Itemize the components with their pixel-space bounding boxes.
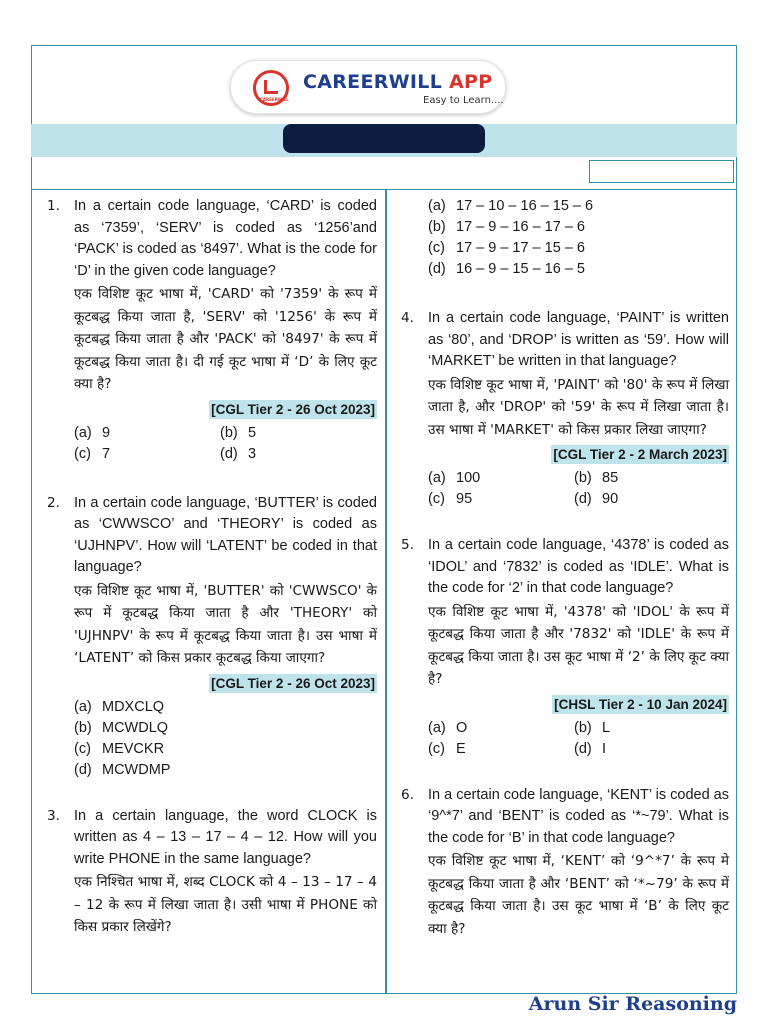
question-text-hindi: एक विशिष्ट कूट भाषा में, '4378' को 'IDOL' के रूप में कूटबद्ध किया जाता है और '7832' को 'IDLE' के रूप में कूटबद्ध किया जाता है। उस कूट भाषा में ‘2’ के लिए कूट क्या है? xyxy=(428,603,729,687)
brand-title xyxy=(303,71,493,93)
option-label: (c) xyxy=(428,491,445,507)
option-text: 3 xyxy=(248,445,257,462)
question-6 xyxy=(391,785,729,941)
brand-suffix: APP xyxy=(449,71,493,93)
option-c[interactable] xyxy=(428,489,574,510)
option-d[interactable] xyxy=(220,444,360,465)
question-5 xyxy=(391,535,729,760)
option-text: 7 xyxy=(102,445,111,462)
question-text-english: In a certain code language, ‘CARD’ is coded as ‘7359’, ‘SERV’ is coded as ‘1256’and ‘PACK’ is coded as ‘8497’. What is the code for ‘D’ in the given code language? xyxy=(74,198,377,279)
question-4 xyxy=(391,308,729,510)
option-label: (d) xyxy=(574,740,592,757)
option-d[interactable] xyxy=(74,760,377,781)
option-text: 95 xyxy=(456,491,473,507)
option-text: 100 xyxy=(456,470,481,486)
option-label: (d) xyxy=(220,445,238,462)
question-number: 6. xyxy=(401,786,414,803)
option-label: (b) xyxy=(220,424,238,441)
option-text: 16 – 9 – 15 – 16 – 5 xyxy=(456,261,585,277)
question-text-hindi: एक निश्चित भाषा में, शब्द CLOCK को 4 – 13 – 17 – 4 – 12 के रूप में लिखा जाता है। उसी भाषा में PHONE को किस प्रकार लिखेंगे? xyxy=(74,874,377,935)
option-text: 17 – 9 – 17 – 15 – 6 xyxy=(456,240,585,256)
question-text-hindi: एक विशिष्ट कूट भाषा में, 'CARD' को '7359' के रूप में कूटबद्ध किया जाता है, 'SERV' को '1256' के रूप में कूटबद्ध किया जाता है और 'PACK' को '8497' के रूप में कूटबद्ध किया जाता है। दी गई कूट भाषा में ‘D’ के लिए कूट क्या है? xyxy=(74,286,377,392)
option-b[interactable] xyxy=(574,468,714,489)
option-label: (d) xyxy=(574,491,592,507)
question-number: 4. xyxy=(401,310,414,326)
option-label: (d) xyxy=(74,761,92,778)
option-label: (a) xyxy=(74,698,92,715)
question-2 xyxy=(37,493,377,781)
option-b[interactable] xyxy=(428,217,729,238)
option-c[interactable] xyxy=(428,739,574,760)
option-label: (c) xyxy=(428,740,445,757)
option-b[interactable] xyxy=(220,423,360,444)
option-text: 17 – 10 – 16 – 15 – 6 xyxy=(456,198,594,214)
question-number: 2. xyxy=(47,494,60,511)
option-label: (a) xyxy=(428,719,446,736)
option-label: (c) xyxy=(74,445,91,462)
question-text-english: In a certain code language, ‘BUTTER’ is coded as ‘CWWSCO’ and ‘THEORY’ is coded as ‘UJHNPV’. How will ‘LATENT’ be coded in that language? xyxy=(74,494,377,575)
option-text: MEVCKR xyxy=(102,740,165,757)
careerwill-logo xyxy=(230,60,506,114)
header-title-tab xyxy=(283,124,485,153)
answer-options xyxy=(428,468,729,510)
option-a[interactable] xyxy=(428,196,729,217)
option-label: (a) xyxy=(74,424,92,441)
option-c[interactable] xyxy=(428,238,729,259)
option-text: MDXCLQ xyxy=(102,698,165,715)
option-d[interactable] xyxy=(428,259,729,280)
question-number: 5. xyxy=(401,537,414,553)
logo-small-text: CAREERWILL xyxy=(260,97,289,102)
answer-options xyxy=(74,697,377,781)
logo-mark-shape xyxy=(264,80,278,94)
question-source-tag: [CGL Tier 2 - 26 Oct 2023] xyxy=(211,675,375,691)
answer-options xyxy=(74,423,377,465)
option-label: (b) xyxy=(428,219,446,235)
question-source-tag: [CHSL Tier 2 - 10 Jan 2024] xyxy=(554,696,727,712)
question-text-hindi: एक विशिष्ट कूट भाषा में, 'PAINT' को '80' के रूप में लिखा जाता है, और 'DROP' को '59' के रूप में लिखा जाता है। उस भाषा में 'MARKET' को किस प्रकार लिखा जाएगा? xyxy=(428,376,730,438)
question-3-options xyxy=(391,196,729,280)
question-number: 3. xyxy=(47,807,60,824)
option-text: 85 xyxy=(602,470,619,486)
question-text-english: In a certain code language, ‘KENT’ is coded as ‘9^*7’ and ‘BENT’ is coded as ‘*~79’. What is the code for ‘B’ in that code language? xyxy=(428,786,729,846)
brand-main: CAREERWILL xyxy=(303,71,443,93)
option-b[interactable] xyxy=(574,718,714,739)
option-text: O xyxy=(456,719,468,736)
option-label: (b) xyxy=(74,719,92,736)
option-text: L xyxy=(602,719,611,736)
option-d[interactable] xyxy=(574,739,714,760)
option-text: 5 xyxy=(248,424,257,441)
option-text: E xyxy=(456,740,466,757)
column-divider xyxy=(385,190,387,994)
option-a[interactable] xyxy=(74,697,377,718)
sub-header-box xyxy=(589,160,734,183)
option-d[interactable] xyxy=(574,489,714,510)
brand-tagline: Easy to Learn.... xyxy=(423,95,504,106)
question-text-english: In a certain code language, ‘4378’ is coded as ‘IDOL’ and ‘7832’ is coded as ‘IDLE’. What is the code for ‘2’ in that code language? xyxy=(428,537,729,596)
option-text: 90 xyxy=(602,491,619,507)
answer-options xyxy=(428,196,729,280)
option-label: (c) xyxy=(74,740,91,757)
option-a[interactable] xyxy=(428,718,574,739)
option-label: (b) xyxy=(574,719,592,736)
right-column xyxy=(391,196,729,940)
question-source-tag: [CGL Tier 2 - 26 Oct 2023] xyxy=(211,401,375,417)
question-text-hindi: एक विशिष्ट कूट भाषा में, 'BUTTER' को 'CWWSCO' के रूप में कूटबद्ध किया जाता है और 'THEORY' को 'UJHNPV' के रूप में कूटबद्ध किया जाता है। उस भाषा में ‘LATENT’ को किस प्रकार कूटबद्ध किया जाएगा? xyxy=(74,582,377,666)
left-column xyxy=(37,196,377,939)
option-label: (b) xyxy=(574,470,592,486)
option-a[interactable] xyxy=(74,423,220,444)
footer-brand: Arun Sir Reasoning xyxy=(528,993,737,1015)
option-a[interactable] xyxy=(428,468,574,489)
question-text-hindi: एक विशिष्ट कूट भाषा में, ‘KENT’ को ‘9^*7’ के रूप मे कूटबद्ध किया जाता है और ‘BENT’ को ‘*~79’ के रूप में कूटबद्ध किया जाता है। उस कूट भाषा में ‘B’ के लिए कूट क्या है? xyxy=(428,853,729,937)
careerwill-logo-icon xyxy=(253,70,289,106)
question-text-english: In a certain code language, ‘PAINT’ is written as ‘80’, and ‘DROP’ is written as ‘59’. How will ‘MARKET’ be written in that language? xyxy=(428,310,729,369)
option-c[interactable] xyxy=(74,444,220,465)
option-text: 17 – 9 – 16 – 17 – 6 xyxy=(456,219,585,235)
question-number: 1. xyxy=(47,198,60,214)
option-text: I xyxy=(602,740,607,757)
question-3 xyxy=(37,806,377,939)
question-source-tag: [CGL Tier 2 - 2 March 2023] xyxy=(553,447,727,462)
answer-options xyxy=(428,718,729,760)
option-label: (d) xyxy=(428,261,446,277)
option-text: MCWDMP xyxy=(102,761,171,778)
option-text: MCWDLQ xyxy=(102,719,169,736)
option-label: (a) xyxy=(428,198,446,214)
option-b[interactable] xyxy=(74,718,377,739)
question-text-english: In a certain language, the word CLOCK is written as 4 – 13 – 17 – 4 – 12. How will you write PHONE in the same language? xyxy=(74,807,377,867)
option-label: (a) xyxy=(428,470,446,486)
question-1 xyxy=(37,196,377,465)
option-c[interactable] xyxy=(74,739,377,760)
option-text: 9 xyxy=(102,424,111,441)
option-label: (c) xyxy=(428,240,445,256)
